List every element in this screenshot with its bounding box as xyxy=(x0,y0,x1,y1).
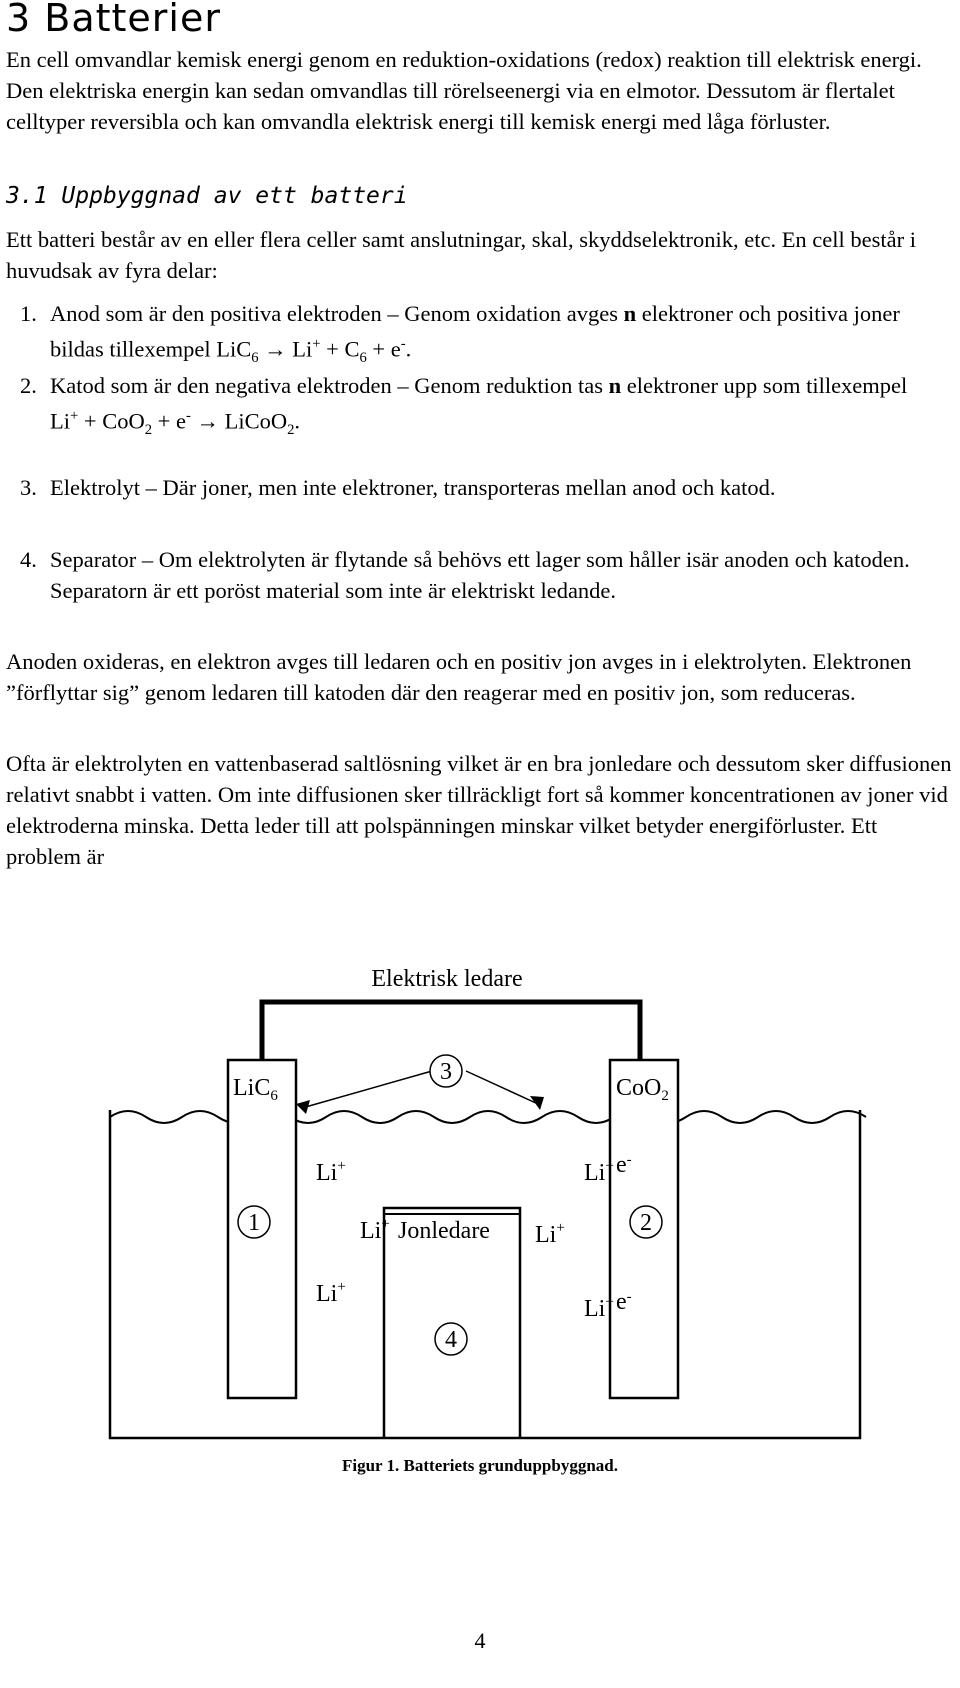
circle-4-label: 4 xyxy=(445,1327,457,1353)
chapter-heading: 3 Batterier xyxy=(6,0,221,40)
figure-caption: Figur 1. Batteriets grunduppbyggnad. xyxy=(342,1456,618,1475)
formula-text: + e xyxy=(366,336,401,362)
formula-sup: - xyxy=(185,408,191,424)
formula-text: Li xyxy=(50,408,70,434)
ion-label: Li+ xyxy=(584,1294,614,1322)
electrolyte-surface xyxy=(110,1111,866,1123)
cell-container xyxy=(110,1110,860,1438)
list-bold: n xyxy=(623,301,637,326)
formula-text: → Li xyxy=(258,336,313,362)
formula-text: . xyxy=(294,408,301,434)
ion-label: Li+ xyxy=(316,1158,346,1186)
list-number: 1. xyxy=(20,301,37,326)
paragraph-electrolyte: Ofta är elektrolyten en vattenbaserad saltlösning vilket är en bra jonledare och dessutom sker diffusionen relativt snabbt i vatten. Om inte diffusionen sker tillräckligt fort så kommer koncentrationen av joner vid elektroderna minska. Detta leder till att polspänningen minskar vilket betyder energiförluster. Ett problem är xyxy=(6,751,952,869)
formula-sup: - xyxy=(400,336,406,352)
formula-sup: + xyxy=(312,336,321,352)
section-heading xyxy=(6,181,408,211)
circle-2-label: 2 xyxy=(640,1210,652,1236)
list-text: Anod som är den positiva elektroden – Genom oxidation avges xyxy=(50,301,624,326)
intro-paragraph: En cell omvandlar kemisk energi genom en reduktion-oxidations (redox) reaktion till elektrisk energi. Den elektriska energin kan sedan omvandlas till rörelseenergi via en elmotor. Dessutom är flertalet celltyper reversibla och kan omvandla elektrisk energi till kemisk energi med låga förluster. xyxy=(6,47,922,134)
battery-figure xyxy=(0,940,960,1480)
electron-label: e- xyxy=(616,1289,632,1315)
list-number: 3. xyxy=(20,475,37,500)
list-item xyxy=(20,544,950,606)
ion-label: Li+ xyxy=(316,1279,346,1307)
ion-label: Li+ xyxy=(360,1216,390,1244)
list-text: Katod som är den negativa elektroden – Genom reduktion tas xyxy=(50,373,609,398)
bridge-label: Jonledare xyxy=(398,1218,490,1244)
arrowhead-icon xyxy=(530,1096,544,1110)
formula-sub: 6 xyxy=(359,350,367,366)
list-text: elektroner och positiva joner bildas tillexempel LiC xyxy=(50,301,900,362)
ion-label: Li+ xyxy=(584,1158,614,1186)
electron-label: e- xyxy=(616,1152,632,1178)
list-item xyxy=(20,370,950,446)
electron-path-line xyxy=(302,1071,432,1108)
formula-sup: + xyxy=(70,408,79,424)
page-number: 4 xyxy=(474,1628,486,1653)
anode-label: LiC$_6$ xyxy=(233,1075,278,1104)
formula-text: + e xyxy=(152,408,186,434)
figure-title: Elektrisk ledare xyxy=(371,966,523,992)
cathode-label: CoO$_2$ xyxy=(616,1075,669,1104)
formula-sub: 2 xyxy=(144,422,153,438)
circle-1-label: 1 xyxy=(248,1210,260,1236)
electron-path-line xyxy=(466,1071,538,1104)
list-number: 4. xyxy=(20,547,37,572)
formula-text: + C xyxy=(320,336,360,362)
conductor-wire xyxy=(262,1002,640,1060)
list-item xyxy=(20,298,950,374)
list-number: 2. xyxy=(20,373,37,398)
section-number: 3.1 xyxy=(6,183,48,209)
list-item xyxy=(20,472,950,503)
section-intro-paragraph: Ett batteri består av en eller flera celler samt anslutningar, skal, skyddselektronik, etc. En cell består i huvudsak av fyra delar: xyxy=(6,227,917,283)
list-text: Elektrolyt – Där joner, men inte elektroner, transporteras mellan anod och katod. xyxy=(50,475,776,500)
paragraph-anode: Anoden oxideras, en elektron avges till ledaren och en positiv jon avges in i elektrolyten. Elektronen ”förflyttar sig” genom ledaren till katoden där den reagerar med en positiv jon, som reduceras. xyxy=(6,649,912,705)
formula-text: + CoO xyxy=(78,408,145,434)
formula-text: . xyxy=(405,336,412,362)
formula-sub: 2 xyxy=(287,422,295,438)
list-bold: n xyxy=(608,373,622,398)
formula-sub: 6 xyxy=(251,350,259,366)
section-title: Uppbyggnad av ett batteri xyxy=(61,183,408,209)
list-text: elektroner upp som tillexempel xyxy=(621,373,908,398)
circle-3-label: 3 xyxy=(440,1059,452,1085)
list-text: Separator – Om elektrolyten är flytande så behövs ett lager som håller isär anoden och katoden. Separatorn är ett poröst material som inte är elektriskt ledande. xyxy=(50,547,910,603)
ion-label: Li+ xyxy=(535,1220,565,1248)
formula-text: → LiCoO xyxy=(190,408,288,434)
arrowhead-icon xyxy=(296,1100,310,1114)
